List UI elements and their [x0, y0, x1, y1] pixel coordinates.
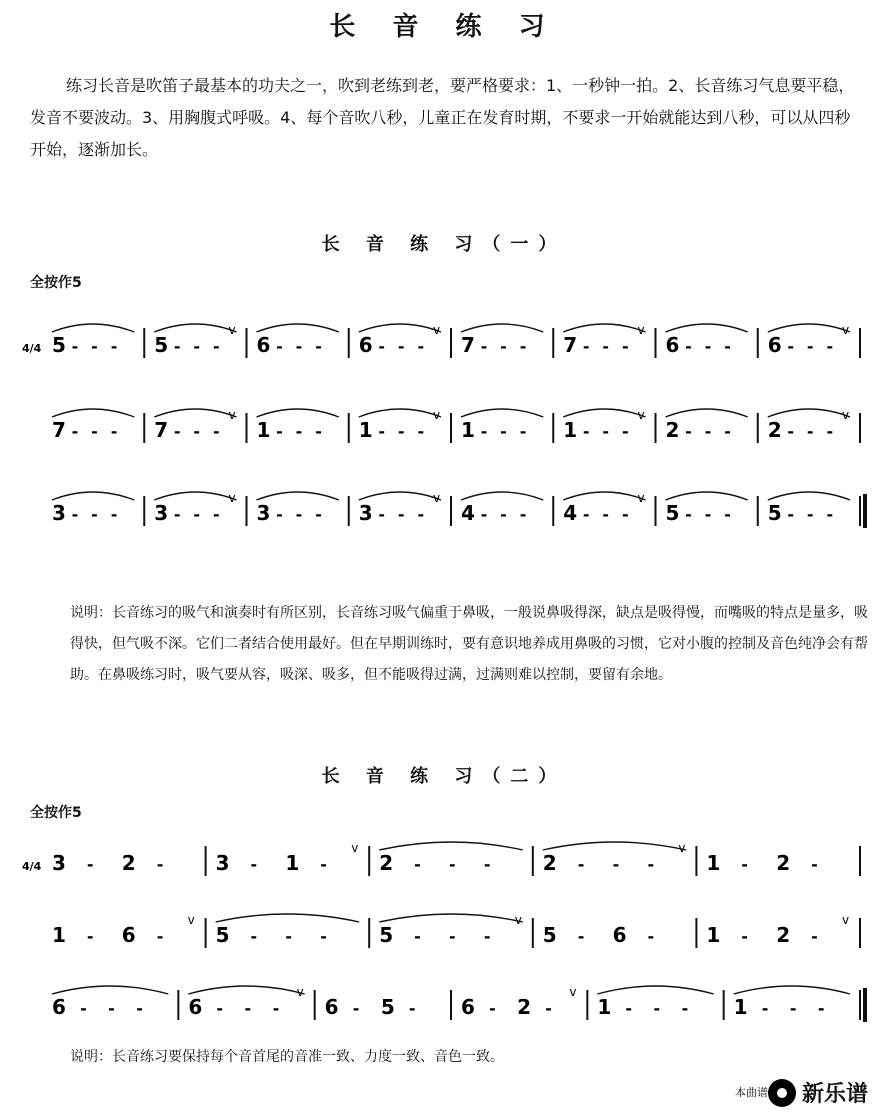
dash-mark: - — [704, 337, 712, 356]
dash-mark: - — [602, 337, 610, 356]
note-1: 1 — [256, 418, 271, 442]
dash-mark: - — [173, 337, 181, 356]
dash-mark: - — [612, 855, 620, 874]
note-5: 5 — [379, 923, 394, 947]
note-5: 5 — [380, 995, 395, 1019]
dash-mark: - — [212, 505, 220, 524]
section-1-line-1 — [20, 310, 870, 370]
note-1: 1 — [597, 995, 612, 1019]
breath-mark: v — [514, 913, 522, 927]
note-1: 1 — [461, 418, 475, 442]
dash-mark: - — [826, 422, 834, 441]
slur-arc — [666, 324, 748, 332]
dash-mark: - — [480, 505, 488, 524]
note-3: 3 — [215, 851, 230, 875]
dash-mark: - — [315, 505, 322, 524]
slur-arc — [154, 324, 236, 332]
dash-mark: - — [193, 505, 201, 524]
section-2-line-1 — [20, 828, 870, 888]
dash-mark: - — [110, 337, 118, 356]
note-1: 1 — [563, 418, 578, 442]
note-2: 2 — [776, 851, 791, 875]
dash-mark: - — [173, 422, 181, 441]
note-3: 3 — [358, 501, 373, 525]
breath-mark: v — [637, 491, 645, 505]
dash-mark: - — [761, 999, 769, 1018]
slur-arc — [257, 409, 339, 417]
dash-mark: - — [285, 927, 293, 946]
dash-mark: - — [602, 505, 610, 524]
dash-mark: - — [811, 855, 818, 874]
section-2-line-2 — [20, 900, 870, 960]
section-1-note: 说明：长音练习的吸气和演奏时有所区别，长音练习吸气偏重于鼻吸，一般说鼻吸得深，缺点是吸得慢，而嘴吸的特点是量多，吸得快，但气吸不深。它们二者结合使用最好。但在早期训练时，要有意识地养成用鼻吸的习惯，它对小腹的控制及音色纯净会有帮助。在鼻吸练习时，吸气要从容，吸深、吸多，但不能吸得过满，过满则难以控制，要留有余地。 — [70, 605, 868, 683]
note-6: 6 — [358, 333, 373, 357]
breath-mark: v — [842, 408, 850, 422]
dash-mark: - — [685, 422, 692, 441]
slur-arc — [257, 492, 339, 500]
breath-mark: v — [637, 323, 645, 337]
footer-label: 本曲谱 — [735, 1086, 768, 1099]
note-5: 5 — [52, 333, 66, 357]
dash-mark: - — [71, 505, 79, 524]
note-7: 7 — [52, 418, 66, 442]
slur-arc — [563, 324, 645, 332]
slur-arc — [216, 914, 360, 922]
dash-mark: - — [71, 337, 79, 356]
dash-mark: - — [685, 337, 692, 356]
dash-mark: - — [621, 422, 629, 441]
note-5: 5 — [542, 923, 557, 947]
dash-mark: - — [826, 337, 834, 356]
dash-mark: - — [417, 337, 425, 356]
dash-mark: - — [602, 422, 610, 441]
dash-mark: - — [110, 505, 118, 524]
dash-mark: - — [136, 999, 143, 1018]
dash-mark: - — [315, 422, 322, 441]
dash-mark: - — [724, 422, 731, 441]
dash-mark: - — [408, 999, 416, 1018]
note-2: 2 — [665, 418, 680, 442]
dash-mark: - — [91, 505, 98, 524]
time-signature: 4/4 — [22, 342, 42, 355]
section-1-title: 长 音 练 习（一） — [321, 234, 567, 255]
note-3: 3 — [52, 501, 66, 525]
note-5: 5 — [154, 333, 169, 357]
dash-mark: - — [582, 505, 590, 524]
breath-mark: v — [351, 841, 359, 855]
section-2-key: 全按作5 — [30, 805, 82, 821]
dash-mark: - — [681, 999, 689, 1018]
slur-arc — [768, 324, 850, 332]
dash-mark: - — [685, 505, 692, 524]
dash-mark: - — [352, 999, 360, 1018]
dash-mark: - — [577, 855, 585, 874]
slur-arc — [563, 492, 645, 500]
section-2-title: 长 音 练 习（二） — [321, 766, 567, 787]
dash-mark: - — [519, 505, 527, 524]
breath-mark: v — [228, 491, 236, 505]
dash-mark: - — [741, 855, 748, 874]
dash-mark: - — [212, 337, 220, 356]
slur-arc — [666, 409, 748, 417]
slur-arc — [379, 842, 523, 850]
dash-mark: - — [417, 505, 425, 524]
dash-mark: - — [91, 422, 98, 441]
dash-mark: - — [276, 337, 283, 356]
dash-mark: - — [500, 337, 507, 356]
slur-arc — [52, 324, 134, 332]
section-1-line-3 — [20, 478, 870, 538]
slur-arc — [52, 492, 134, 500]
page-title: 长 音 练 习 — [329, 12, 559, 42]
dash-mark: - — [653, 999, 661, 1018]
section-2-note: 说明：长音练习要保持每个音首尾的音准一致、力度一致、音色一致。 — [70, 1049, 504, 1065]
intro-paragraph: 练习长音是吹笛子最基本的功夫之一，吹到老练到老，要严格要求：1、一秒钟一拍。2、长音练习气息要平稳，发音不要波动。3、用胸腹式呼吸。4、每个音吹八秒，儿童正在发育时期，不要求一开始就能达到八秒，可以从四秒开始，逐渐加长。 — [30, 76, 855, 159]
dash-mark: - — [480, 422, 488, 441]
dash-mark: - — [817, 999, 825, 1018]
breath-mark: v — [569, 985, 577, 999]
note-2: 2 — [767, 418, 782, 442]
dash-mark: - — [647, 855, 655, 874]
breath-mark: v — [842, 323, 850, 337]
slur-arc — [666, 492, 748, 500]
dash-mark: - — [315, 337, 322, 356]
slur-arc — [257, 324, 339, 332]
breath-mark: v — [433, 408, 441, 422]
dash-mark: - — [397, 422, 405, 441]
note-6: 6 — [52, 995, 66, 1019]
breath-mark: v — [228, 408, 236, 422]
note-2: 2 — [121, 851, 136, 875]
dash-mark: - — [295, 505, 303, 524]
dash-mark: - — [806, 422, 814, 441]
dash-mark: - — [414, 855, 421, 874]
note-5: 5 — [665, 501, 680, 525]
brand-name: 新乐谱 — [801, 1082, 868, 1107]
dash-mark: - — [276, 505, 283, 524]
dash-mark: - — [789, 999, 797, 1018]
dash-mark: - — [724, 337, 731, 356]
dash-mark: - — [811, 927, 818, 946]
breath-mark: v — [842, 913, 850, 927]
section-2-line-3 — [20, 972, 870, 1032]
slur-arc — [768, 492, 850, 500]
dash-mark: - — [378, 337, 385, 356]
dash-mark: - — [647, 927, 655, 946]
record-disc-icon — [768, 1079, 796, 1107]
note-1: 1 — [706, 923, 721, 947]
dash-mark: - — [71, 422, 79, 441]
breath-mark: v — [433, 323, 441, 337]
dash-mark: - — [483, 927, 491, 946]
dash-mark: - — [86, 855, 94, 874]
final-bar — [863, 494, 867, 528]
dash-mark: - — [212, 422, 220, 441]
dash-mark: - — [173, 505, 181, 524]
slur-arc — [154, 409, 236, 417]
dash-mark: - — [320, 927, 327, 946]
dash-mark: - — [108, 999, 115, 1018]
slur-arc — [563, 409, 645, 417]
dash-mark: - — [417, 422, 425, 441]
note-7: 7 — [461, 333, 475, 357]
note-6: 6 — [256, 333, 271, 357]
dash-mark: - — [582, 337, 590, 356]
final-bar — [863, 988, 867, 1022]
note-6: 6 — [461, 995, 475, 1019]
dash-mark: - — [787, 422, 794, 441]
note-2: 2 — [776, 923, 791, 947]
dash-mark: - — [787, 337, 794, 356]
dash-mark: - — [295, 337, 303, 356]
dash-mark: - — [193, 337, 201, 356]
note-1: 1 — [285, 851, 300, 875]
dash-mark: - — [826, 505, 834, 524]
dash-mark: - — [806, 505, 814, 524]
note-6: 6 — [665, 333, 680, 357]
section-1-line-2 — [20, 395, 870, 455]
dash-mark: - — [272, 999, 280, 1018]
dash-mark: - — [414, 927, 421, 946]
note-1: 1 — [733, 995, 748, 1019]
slur-arc — [154, 492, 236, 500]
dash-mark: - — [276, 422, 283, 441]
dash-mark: - — [787, 505, 794, 524]
dash-mark: - — [724, 505, 731, 524]
slur-arc — [359, 409, 441, 417]
dash-mark: - — [741, 927, 748, 946]
note-3: 3 — [52, 851, 66, 875]
dash-mark: - — [621, 337, 629, 356]
note-7: 7 — [563, 333, 578, 357]
note-2: 2 — [517, 995, 532, 1019]
note-2: 2 — [379, 851, 394, 875]
dash-mark: - — [110, 422, 118, 441]
breath-mark: v — [187, 913, 195, 927]
dash-mark: - — [156, 855, 164, 874]
dash-mark: - — [621, 505, 629, 524]
note-3: 3 — [256, 501, 271, 525]
dash-mark: - — [449, 855, 456, 874]
slur-arc — [734, 986, 850, 994]
dash-mark: - — [806, 337, 814, 356]
note-6: 6 — [188, 995, 203, 1019]
slur-arc — [597, 986, 713, 994]
slur-arc — [359, 324, 441, 332]
note-1: 1 — [706, 851, 721, 875]
dash-mark: - — [577, 927, 585, 946]
dash-mark: - — [250, 927, 258, 946]
note-6: 6 — [121, 923, 136, 947]
note-6: 6 — [612, 923, 627, 947]
dash-mark: - — [80, 999, 87, 1018]
dash-mark: - — [378, 422, 385, 441]
dash-mark: - — [489, 999, 496, 1018]
dash-mark: - — [295, 422, 303, 441]
dash-mark: - — [704, 505, 712, 524]
slur-arc — [359, 492, 441, 500]
dash-mark: - — [704, 422, 712, 441]
dash-mark: - — [519, 337, 527, 356]
dash-mark: - — [483, 855, 491, 874]
breath-mark: v — [228, 323, 236, 337]
slur-arc — [52, 409, 134, 417]
slur-arc — [188, 986, 304, 994]
dash-mark: - — [449, 927, 456, 946]
note-6: 6 — [767, 333, 782, 357]
section-1-key: 全按作5 — [30, 275, 82, 291]
note-5: 5 — [215, 923, 230, 947]
dash-mark: - — [582, 422, 590, 441]
dash-mark: - — [216, 999, 224, 1018]
note-5: 5 — [767, 501, 782, 525]
dash-mark: - — [500, 505, 507, 524]
slur-arc — [461, 492, 543, 500]
breath-mark: v — [678, 841, 686, 855]
slur-arc — [461, 409, 543, 417]
note-1: 1 — [52, 923, 66, 947]
slur-arc — [768, 409, 850, 417]
brand-logo[interactable] — [768, 1077, 868, 1108]
dash-mark: - — [86, 927, 94, 946]
dash-mark: - — [545, 999, 552, 1018]
slur-arc — [379, 914, 523, 922]
note-6: 6 — [324, 995, 339, 1019]
dash-mark: - — [91, 337, 98, 356]
breath-mark: v — [296, 985, 304, 999]
dash-mark: - — [250, 855, 258, 874]
dash-mark: - — [378, 505, 385, 524]
slur-arc — [52, 986, 168, 994]
note-1: 1 — [358, 418, 373, 442]
note-7: 7 — [154, 418, 169, 442]
note-3: 3 — [154, 501, 169, 525]
note-4: 4 — [563, 501, 578, 525]
dash-mark: - — [320, 855, 327, 874]
slur-arc — [461, 324, 543, 332]
dash-mark: - — [397, 337, 405, 356]
time-signature: 4/4 — [22, 860, 42, 873]
breath-mark: v — [637, 408, 645, 422]
breath-mark: v — [433, 491, 441, 505]
dash-mark: - — [500, 422, 507, 441]
note-4: 4 — [461, 501, 475, 525]
dash-mark: - — [156, 927, 164, 946]
dash-mark: - — [193, 422, 201, 441]
dash-mark: - — [480, 337, 488, 356]
dash-mark: - — [519, 422, 527, 441]
dash-mark: - — [625, 999, 633, 1018]
note-2: 2 — [542, 851, 557, 875]
slur-arc — [543, 842, 687, 850]
dash-mark: - — [397, 505, 405, 524]
dash-mark: - — [244, 999, 252, 1018]
